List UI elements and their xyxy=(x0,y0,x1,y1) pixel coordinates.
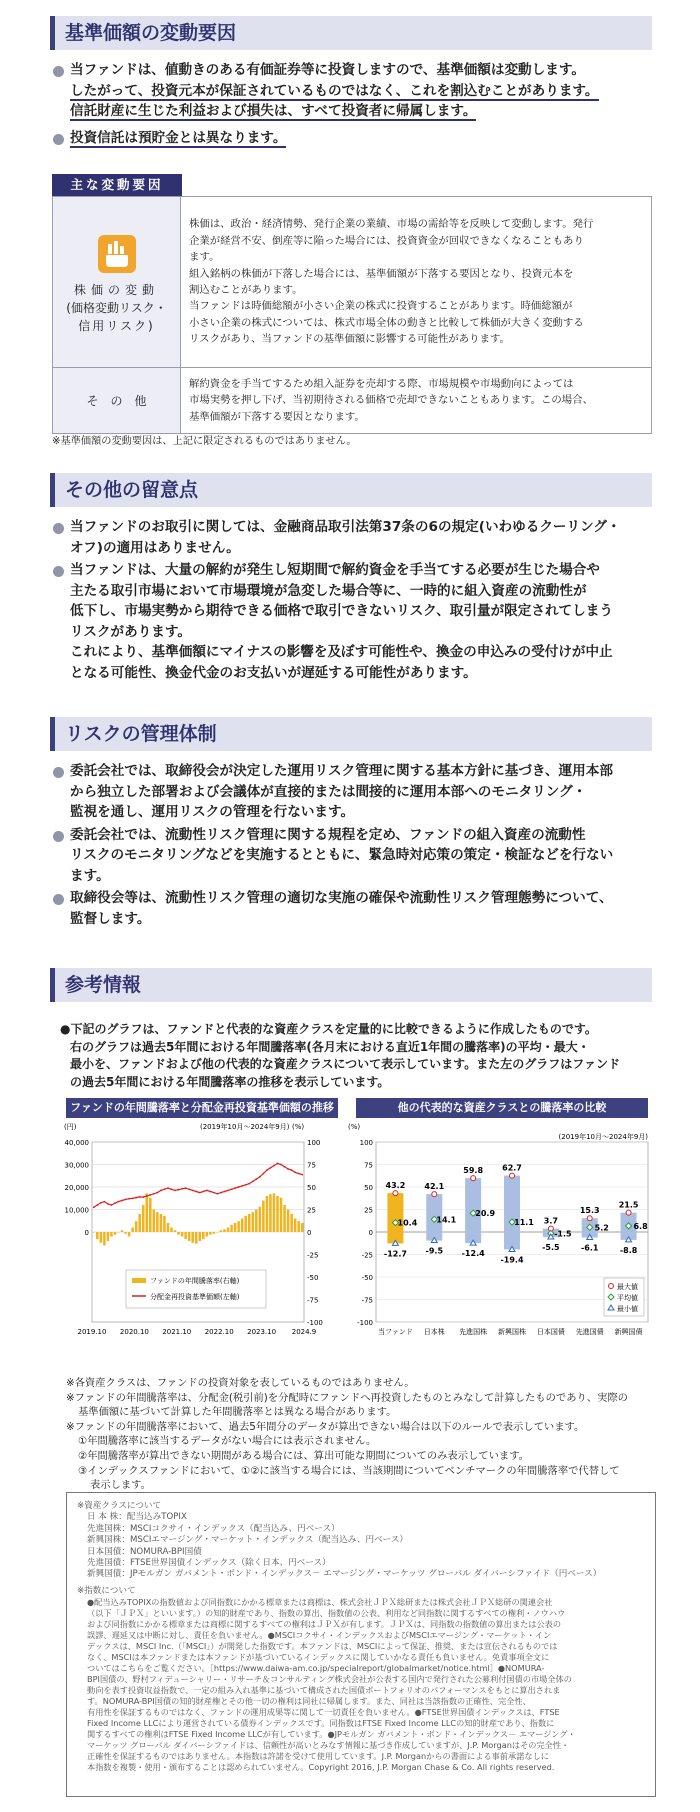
legend-label: 分配金再投資基準価額(左軸) xyxy=(150,1293,240,1301)
nav-point xyxy=(185,1187,187,1189)
legend-swatch-bar xyxy=(132,1278,146,1283)
return-bar xyxy=(294,1219,297,1233)
index-body-line: す。NOMURA-BPI国債の知的財産権とその他一切の権利は同社に帰属します。また、同社は当該指数の正確性、完全性、 xyxy=(87,1696,531,1707)
bullet-item xyxy=(52,761,652,823)
index-body-line: 有用性を保証するものではなく、ファンドの運用成果等に関して一切責任を負いません。●FTSE世界国債インデックスは、FTSE xyxy=(87,1707,560,1718)
avg-label: 6.8 xyxy=(633,1221,648,1231)
return-bar xyxy=(174,1230,177,1232)
return-bar xyxy=(202,1232,205,1239)
return-bar xyxy=(273,1193,276,1232)
index-box-title: ※指数について xyxy=(77,1585,136,1596)
bullet-text: となる可能性、換金代金のお支払いが遅延する可能性があります。 xyxy=(70,664,477,681)
left-tick-label: 10,000 xyxy=(64,1206,89,1215)
x-tick-label: 2022.10 xyxy=(204,1328,234,1336)
footnote: ※ファンドの年間騰落率において、過去5年間分のデータが算出できない場合は以下のルールで表示しています。 xyxy=(66,1420,585,1433)
return-bar xyxy=(266,1196,269,1232)
index-body-line: BPI国債の、野村フィデューシャリー・リサーチ＆コンサルティング株式会社が公表する国内で発行された公募利付国債の市場全体の xyxy=(87,1674,572,1685)
bullet-text: オフ)の適用はありません。 xyxy=(70,539,240,556)
return-bar xyxy=(96,1232,99,1239)
return-bar xyxy=(124,1232,127,1234)
right-tick-label: 100 xyxy=(307,1139,321,1147)
return-bar xyxy=(117,1232,120,1233)
nav-point xyxy=(259,1176,261,1178)
legend-label: ファンドの年間騰落率(右軸) xyxy=(150,1277,240,1285)
return-bar xyxy=(248,1214,251,1232)
nav-point xyxy=(156,1192,158,1194)
text-line: 組入銘柄の株価が下落した場合には、基準価額が下落する要因となり、投資元本を xyxy=(189,267,574,280)
nav-point xyxy=(206,1189,208,1191)
avg-label: 14.1 xyxy=(436,1215,457,1225)
bullet-text: 取締役会等は、流動性リスク管理の適切な実施の確保や流動性リスク管理態勢について、 xyxy=(70,890,613,906)
nav-point xyxy=(241,1185,243,1187)
right-tick-label: -25 xyxy=(307,1251,319,1260)
category-label: 日本株 xyxy=(423,1328,445,1336)
left-tick-label: 0 xyxy=(84,1229,89,1237)
axis-unit: (%) xyxy=(348,1123,361,1131)
bullet-text-underlined: 投資信託は預貯金とは異なります。 xyxy=(70,129,287,146)
return-bar xyxy=(170,1228,173,1233)
risk-bullets xyxy=(52,761,652,931)
return-bar xyxy=(163,1216,166,1232)
bullet-text: ます。 xyxy=(70,867,110,884)
return-bar xyxy=(107,1232,110,1241)
category-label: 当ファンド xyxy=(377,1328,413,1336)
return-bar xyxy=(121,1230,124,1232)
range-bar xyxy=(504,1176,520,1250)
nav-point xyxy=(111,1204,113,1206)
nav-point xyxy=(224,1191,226,1193)
text-line: 基準価額が下落する要因となります。 xyxy=(189,410,365,423)
right-tick-label: -100 xyxy=(307,1319,323,1327)
x-tick-label: 2019.10 xyxy=(77,1328,107,1336)
category-label: 先進国株 xyxy=(459,1328,488,1336)
footnote: ②年間騰落率が算出できない期間がある場合には、算出可能な期間についてのみ表示しています。 xyxy=(78,1449,529,1462)
nav-point xyxy=(93,1206,95,1208)
bullet-text: 委託会社では、取締役会が決定した運用リスク管理に関する基本方針に基づき、運用本部 xyxy=(70,763,613,779)
return-bar xyxy=(184,1232,187,1239)
fluctuation-table xyxy=(52,196,652,434)
bullet-text: 当ファンドは、値動きのある有価証券等に投資しますので、基準価額は変動します。 xyxy=(70,62,585,78)
index-item: 日本国債：NOMURA-BPI国債 xyxy=(87,1546,202,1557)
return-bar xyxy=(156,1212,159,1232)
nav-point xyxy=(252,1180,254,1182)
index-item: 新興国株：MSCIエマージング・マーケット・インデックス（配当込み、円ベース） xyxy=(87,1535,409,1546)
return-bar xyxy=(230,1225,233,1232)
return-bar xyxy=(181,1232,184,1237)
return-bar xyxy=(297,1221,300,1232)
nav-point xyxy=(234,1187,236,1189)
right-tick-label: 0 xyxy=(307,1229,312,1237)
nav-point xyxy=(96,1204,98,1206)
category-label: 日本国債 xyxy=(536,1328,565,1336)
max-label: 43.2 xyxy=(385,1181,406,1191)
max-marker xyxy=(626,1210,631,1215)
nav-point xyxy=(255,1178,257,1180)
return-bar xyxy=(283,1205,286,1232)
nav-point xyxy=(107,1203,109,1205)
text-line: リスクがあり、当ファンドの基準価額に影響する可能性があります。 xyxy=(189,333,510,346)
footnote: ※ファンドの年間騰落率は、分配金(税引前)を分配時にファンドへ再投資したものとみなして計算したものであり、実際の xyxy=(66,1391,628,1404)
return-bar xyxy=(290,1214,293,1232)
table-row xyxy=(53,197,652,368)
left-chart-title: ファンドの年間騰落率と分配金再投資基準価額の推移 xyxy=(66,1098,338,1118)
nav-point xyxy=(128,1198,130,1200)
footnote: 表示します。 xyxy=(90,1479,151,1492)
text-line: 株価は、政治・経済情勢、発行企業の業績、市場の需給等を反映して変動します。発行 xyxy=(189,218,594,231)
index-info-box xyxy=(66,1492,656,1797)
reference-line: 右のグラフは過去5年間における年間騰落率(各月末における直近1年間の騰落率)の平均・最大・ xyxy=(70,1039,590,1054)
min-label: -19.4 xyxy=(500,1255,524,1265)
nav-point xyxy=(142,1196,144,1198)
table-text-other xyxy=(181,368,652,434)
nav-point xyxy=(149,1194,151,1196)
return-bar xyxy=(149,1198,152,1232)
nav-point xyxy=(103,1201,105,1203)
max-label: 59.8 xyxy=(463,1166,484,1176)
return-bar xyxy=(103,1232,106,1246)
return-bar xyxy=(252,1212,255,1232)
index-body-line: デックスは、MSCI Inc.（「MSCI」）が開発した指数です。本ファンドは、MSCIによって保証、推奨、または宣伝されるものでは xyxy=(87,1641,558,1652)
right-chart xyxy=(346,1120,656,1360)
nav-point xyxy=(171,1188,173,1190)
footnote: ※各資産クラスは、ファンドの投資対象を表しているものではありません。 xyxy=(66,1377,415,1389)
table-note: ※基準価額の変動要因は、上記に限定されるものではありません。 xyxy=(52,436,357,447)
nav-point xyxy=(245,1184,247,1186)
return-bar xyxy=(220,1230,223,1232)
return-bar xyxy=(280,1198,283,1232)
bullet-text: 当ファンドのお取引に関しては、金融商品取引法第37条の6の規定(いわゆるクーリング・ xyxy=(70,519,621,535)
left-chart xyxy=(62,1120,342,1360)
text-line: 割込むことがあります。 xyxy=(189,284,303,296)
text-line: 当ファンドは時価総額が小さい企業の株式に投資することがあります。時価総額が xyxy=(189,300,573,313)
nav-point xyxy=(294,1171,296,1173)
return-bar xyxy=(160,1214,163,1232)
x-tick-label: 2023.10 xyxy=(247,1328,277,1336)
min-label: -12.7 xyxy=(383,1249,407,1259)
return-bar xyxy=(216,1232,219,1233)
return-bar xyxy=(188,1232,191,1241)
return-bar xyxy=(138,1214,141,1232)
index-body-line: ●配当込みTOPIXの指数値および同指数にかかる標章または商標は、株式会社ＪＰＸ総研または株式会社ＪＰＸ総研の関連会社 xyxy=(87,1597,553,1608)
text-line: 小さい企業の株式については、株式市場全体の動きと比較して株価が大きく変動する xyxy=(189,316,584,329)
max-marker xyxy=(393,1191,398,1196)
return-bar xyxy=(146,1193,149,1232)
bullet-text: 委託会社では、流動性リスク管理に関する規程を定め、ファンドの組入資産の流動性 xyxy=(70,826,586,843)
avg-label: 11.1 xyxy=(514,1218,534,1228)
bullet-item xyxy=(52,60,652,122)
bullet-text: 監督します。 xyxy=(70,910,151,927)
return-bar xyxy=(301,1223,304,1232)
nav-point xyxy=(280,1164,282,1166)
nav-point xyxy=(238,1186,240,1188)
bullet-item xyxy=(52,517,652,558)
legend-label: 最小値 xyxy=(617,1305,638,1313)
nav-point xyxy=(164,1188,166,1190)
nav-point xyxy=(125,1198,127,1200)
left-tick-label: 20,000 xyxy=(64,1184,89,1192)
avg-label: 5.2 xyxy=(594,1223,609,1233)
return-bar xyxy=(287,1210,290,1233)
left-tick-label: 30,000 xyxy=(64,1161,89,1170)
nav-point xyxy=(153,1193,155,1195)
return-bar xyxy=(276,1196,279,1232)
return-bar xyxy=(131,1228,134,1233)
return-bar xyxy=(177,1232,180,1235)
label-line: 株価の変動 xyxy=(73,283,159,297)
nav-point xyxy=(287,1168,289,1170)
bullet-text: から独立した部署および会議体が直接的または間接的に運用本部へのモニタリング・ xyxy=(70,783,587,800)
text-line: 企業が経営不安、倒産等に陥った場合には、投資資金が回収できなくなることもあり xyxy=(189,234,584,247)
min-label: -6.1 xyxy=(580,1243,599,1253)
label-line: (価格変動リスク・ xyxy=(66,301,167,315)
nav-point xyxy=(273,1165,275,1167)
y-tick-label: -75 xyxy=(361,1296,373,1305)
nav-point xyxy=(188,1188,190,1190)
right-tick-label: 75 xyxy=(307,1161,316,1170)
bullet-item xyxy=(52,825,652,887)
avg-label: -1.5 xyxy=(554,1229,572,1239)
max-marker xyxy=(432,1192,437,1197)
return-bar xyxy=(191,1232,194,1243)
min-label: -12.4 xyxy=(461,1249,485,1259)
label-line: 信用リスク) xyxy=(78,319,155,333)
bullet-text: これにより、基準価額にマイナスの影響を及ぼす可能性や、換金の申込みの受付けが中止 xyxy=(70,644,613,660)
index-item: 日 本 株：配当込みTOPIX xyxy=(87,1512,187,1523)
table-label-other: そ の 他 xyxy=(53,368,181,434)
return-bar xyxy=(227,1228,230,1233)
max-label: 62.7 xyxy=(502,1163,522,1173)
index-body-line: 動向を表す投資収益指数で、一定の組み入れ基準に基づいて構成された国債ポートフォリオのパフォーマンスをもとに算出されま xyxy=(87,1685,561,1696)
nav-point xyxy=(139,1196,141,1198)
nav-point xyxy=(160,1189,162,1191)
nav-point xyxy=(270,1167,272,1169)
max-marker xyxy=(587,1216,592,1221)
bullet-text: 主たる取引市場において市場環境が急変した場合等に、一時的に組入資産の流動性が xyxy=(70,582,587,599)
return-bar xyxy=(153,1210,156,1233)
return-bar xyxy=(244,1216,247,1232)
y-tick-label: 50 xyxy=(364,1184,373,1192)
return-bar xyxy=(223,1229,226,1232)
legend-max-marker xyxy=(609,1284,614,1289)
nav-point xyxy=(284,1166,286,1168)
y-tick-label: -50 xyxy=(361,1274,373,1282)
index-body-line: および同指数にかかる標章または商標に関するすべての権利はＪＰＸが有します。ＪＰＸは、同指数の指数値の算出または公表の xyxy=(87,1619,562,1630)
bullet-text: 低下し、市場実勢から期待できる価格で取引できないリスク、取引量が限定されてしまう xyxy=(70,603,613,619)
min-label: -9.5 xyxy=(425,1246,444,1256)
bullet-text-underlined: 信託財産に生じた利益および損失は、すべて投資者に帰属します。 xyxy=(70,103,477,119)
return-bar xyxy=(93,1232,96,1233)
right-chart-title: 他の代表的な資産クラスとの騰落率の比較 xyxy=(356,1098,648,1118)
index-item: 先進国債：FTSE世界国債インデックス（除く日本、円ベース） xyxy=(87,1558,331,1569)
nav-point xyxy=(167,1187,169,1189)
return-bar xyxy=(234,1223,237,1232)
return-bar xyxy=(114,1232,117,1235)
table-row xyxy=(53,368,652,434)
legend-box xyxy=(126,1270,266,1308)
avg-label: 10.4 xyxy=(397,1218,418,1228)
section-heading-reference: 参考情報 xyxy=(50,968,652,1002)
fluctuation-bullets xyxy=(52,60,652,150)
other-bullets xyxy=(52,517,652,685)
text-line: 解約資金を手当てするため組入証券を売却する際、市場規模や市場動向によっては xyxy=(189,377,574,390)
nav-point xyxy=(181,1188,183,1190)
index-body-line: なく、MSCIは本ファンドまたは本ファンドが基づいているインデックスに関していかなる責任も負いません。免責事項全文に xyxy=(87,1652,550,1663)
max-label: 42.1 xyxy=(424,1182,445,1192)
nav-point xyxy=(248,1183,250,1185)
nav-point xyxy=(301,1174,303,1176)
chart-period: (2019年10月～2024年9月) xyxy=(200,1123,290,1131)
bullet-item xyxy=(52,888,652,929)
nav-point xyxy=(132,1197,134,1199)
index-body-line: 正確性を保証するものではありません。本指数は許諾を受けて使用しています。J.P. Morganからの書面による事前承諾なしに xyxy=(87,1751,549,1762)
nav-point xyxy=(195,1191,197,1193)
reference-line: ●下記のグラフは、ファンドと代表的な資産クラスを定量的に比較できるように作成したものです。 xyxy=(60,1022,597,1036)
y-tick-label: 25 xyxy=(364,1206,373,1215)
nav-point xyxy=(298,1173,300,1175)
index-body-line: 本指数を複製・使用・頒布することは認められていません。Copyright 2016, J.P. Morgan Chase & Co. All rights reserved. xyxy=(87,1762,555,1773)
nav-point xyxy=(199,1192,201,1194)
max-label: 21.5 xyxy=(618,1200,639,1210)
return-bar xyxy=(213,1232,216,1234)
return-bar xyxy=(209,1232,212,1235)
nav-point xyxy=(209,1191,211,1193)
reference-line: の過去5年間における年間騰落率の推移を表示しています。 xyxy=(70,1074,390,1089)
index-body-line: ついてはこちらをご覧ください。［https://www.daiwa-am.co.jp/specialreport/globalmarket/notice.html］●NOMURA- xyxy=(87,1663,545,1674)
reference-line: 最小を、ファンドおよび他の代表的な資産クラスについて表示しています。また左のグラフはファンド xyxy=(70,1057,620,1071)
return-bar xyxy=(262,1201,265,1233)
return-bar xyxy=(206,1232,209,1237)
text-line: 市場実勢を押し下げ、当初期待される価格で売却できないこともあります。この場合、 xyxy=(189,394,593,407)
y-tick-label: 100 xyxy=(359,1139,373,1147)
nav-point xyxy=(291,1169,293,1171)
nav-point xyxy=(202,1191,204,1193)
return-bar xyxy=(110,1232,113,1237)
section-heading-risk: リスクの管理体制 xyxy=(50,717,652,751)
bullet-text-underlined: したがって、投資元本が保証されているものではなく、これを割込むことがあります。 xyxy=(70,82,599,99)
index-body-line: マーケッツ グローバル ダイバーシファイドは、信頼性が高いとみなす情報に基づき作成していますが、J.P. Morganはその完全性・ xyxy=(87,1740,570,1751)
y-tick-label: -100 xyxy=(357,1319,373,1327)
bullet-text: 監視を通し、運用リスクの管理を行ないます。 xyxy=(70,804,355,820)
footnote: ③インデックスファンドにおいて、①②に該当する場合には、当該期間についてベンチマークの年間騰落率で代替して xyxy=(78,1464,620,1477)
bullet-item xyxy=(52,128,652,149)
nav-point xyxy=(135,1197,137,1199)
return-bar xyxy=(269,1194,272,1232)
return-bar xyxy=(135,1221,138,1232)
section-heading-fluctuation: 基準価額の変動要因 xyxy=(50,16,652,50)
min-label: -5.5 xyxy=(542,1242,560,1252)
return-bar xyxy=(259,1207,262,1232)
hand-chart-icon xyxy=(98,235,136,273)
nav-point xyxy=(277,1162,279,1164)
avg-label: 20.9 xyxy=(475,1209,496,1219)
y-tick-label: 0 xyxy=(368,1229,373,1237)
bullet-text: リスクのモニタリングなどを実施するとともに、緊急時対応策の策定・検証などを行ない xyxy=(70,847,614,863)
footnote: 基準価額に基づいて計算した年間騰落率とは異なる場合があります。 xyxy=(78,1406,397,1419)
return-bar xyxy=(199,1232,202,1241)
section-heading-other: その他の留意点 xyxy=(50,473,652,507)
right-axis-unit: (%) xyxy=(292,1123,305,1131)
index-body-line: 関するすべての権利はFTSE Fixed Income LLCが有しています。●JPモルガン ガバメント・ボンド・インデックス－ エマージング・ xyxy=(87,1729,576,1740)
nav-point xyxy=(220,1192,222,1194)
nav-point xyxy=(266,1169,268,1171)
nav-point xyxy=(178,1189,180,1191)
table-header: 主な変動要因 xyxy=(52,174,182,196)
table-text-stock xyxy=(181,197,652,368)
nav-point xyxy=(262,1173,264,1175)
bullet-text: 当ファンドは、大量の解約が発生し短期間で解約資金を手当てする必要が生じた場合や xyxy=(70,562,600,578)
index-item: 新興国債：JPモルガン ガバメント・ボンド・インデックス－ エマージング・マーケッツ グローバル ダイバーシファイド（円ベース） xyxy=(87,1569,602,1580)
category-label: 新興国債 xyxy=(614,1328,643,1336)
right-tick-label: -50 xyxy=(307,1274,319,1282)
index-item: 先進国株：MSCIコクサイ・インデックス（配当込み、円ベース） xyxy=(87,1523,340,1534)
nav-point xyxy=(100,1202,102,1204)
max-label: 15.3 xyxy=(579,1206,600,1216)
chart-period: (2019年10月～2024年9月) xyxy=(558,1133,648,1141)
nav-point xyxy=(174,1189,176,1191)
bullet-item xyxy=(52,560,652,683)
x-tick-label: 2024.9 xyxy=(291,1328,317,1336)
max-marker xyxy=(510,1173,515,1178)
index-body-line: Fixed Income LLCにより運営されている債券インデックスです。同指数はFTSE Fixed Income LLCの知的財産であり、指数に xyxy=(87,1718,555,1729)
category-label: 新興国株 xyxy=(498,1328,526,1336)
x-tick-label: 2021.10 xyxy=(162,1328,192,1336)
return-bar xyxy=(142,1205,145,1232)
right-tick-label: -75 xyxy=(307,1296,319,1305)
return-bar xyxy=(167,1223,170,1232)
y-tick-label: -25 xyxy=(361,1251,373,1260)
max-label: 3.7 xyxy=(543,1216,558,1226)
nav-point xyxy=(213,1192,215,1194)
index-box-title: ※資産クラスについて xyxy=(77,1501,162,1511)
legend-label: 最大値 xyxy=(617,1283,638,1291)
chart-footnotes xyxy=(66,1376,656,1493)
return-bar xyxy=(195,1232,198,1244)
nav-point xyxy=(146,1195,148,1197)
index-body-line: （以下「ＪＰＸ」といいます。）の知的財産であり、指数の算出、指数値の公表、利用など同指数に関するすべての権利・ノウハウ xyxy=(87,1608,566,1619)
right-tick-label: 25 xyxy=(307,1206,316,1215)
nav-point xyxy=(118,1201,120,1203)
legend-label: 平均値 xyxy=(617,1294,638,1302)
footnote: ①年間騰落率に該当するデータがない場合には表示されません。 xyxy=(78,1435,377,1448)
return-bar xyxy=(128,1232,131,1237)
x-tick-label: 2020.10 xyxy=(119,1328,149,1336)
nav-point xyxy=(227,1189,229,1191)
text-line: ます。 xyxy=(189,251,220,264)
return-bar xyxy=(255,1210,258,1233)
left-tick-label: 40,000 xyxy=(64,1139,89,1147)
nav-point xyxy=(192,1189,194,1191)
return-bar xyxy=(241,1219,244,1233)
left-axis-unit: (円) xyxy=(64,1123,77,1131)
return-bar xyxy=(237,1221,240,1232)
y-tick-label: 75 xyxy=(364,1161,373,1170)
index-body-line: 誤謬、遅延又は中断に対し、責任を負いません。●MSCIコクサイ・インデックスおよびMSCIエマージング・マーケット・イン xyxy=(87,1630,552,1641)
max-marker xyxy=(471,1176,476,1181)
nav-point xyxy=(121,1200,123,1202)
min-label: -8.8 xyxy=(619,1245,638,1255)
category-label: 先進国債 xyxy=(575,1328,604,1336)
reference-text xyxy=(60,1021,650,1091)
nav-point xyxy=(217,1193,219,1195)
bullet-text: リスクがあります。 xyxy=(70,623,191,640)
nav-point xyxy=(231,1188,233,1190)
return-bar xyxy=(100,1232,103,1243)
nav-point xyxy=(114,1202,116,1204)
table-label-stock xyxy=(53,197,181,368)
right-tick-label: 50 xyxy=(307,1184,316,1192)
